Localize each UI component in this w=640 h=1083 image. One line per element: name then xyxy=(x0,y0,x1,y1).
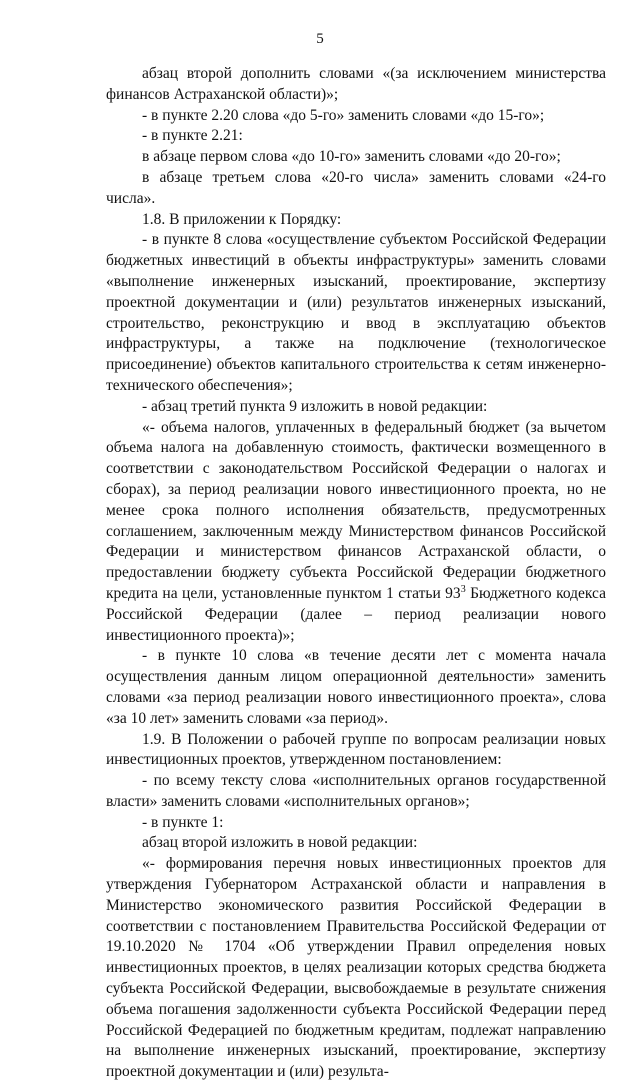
superscript: 3 xyxy=(460,583,466,595)
paragraph: «- формирования перечня новых инвестиционных проектов для утверждения Губернатором Астраханской области и направления в Министерство экономического развития Российской Федерации в соответствии с постановлением Правительства Российской Федерации от 19.10.2020 № 1704 «Об утверждении Правил определения новых инвестиционных проектов, в целях реализации которых средства бюджета субъекта Российской Федерации, высвобождаемые в результате снижения объема погашения задолженности субъекта Российской Федерации перед Российской Федерацией по бюджетным кредитам, подлежат направлению на выполнение инженерных изысканий, проектирование, экспертизу проектной документации и (или) результа- xyxy=(106,855,606,1081)
paragraph: - по всему тексту слова «исполнительных органов государственной власти» заменить словами «исполнительных органов»; xyxy=(106,772,606,810)
paragraph-with-superscript xyxy=(106,418,606,647)
paragraph: - в пункте 2.21: xyxy=(142,127,243,145)
paragraph: - в пункте 10 слова «в течение десяти лет с момента начала осуществления данным лицом операционной деятельности» заменить словами «за период реализации нового инвестиционного проекта», слова «за 10 лет» заменить словами «за период». xyxy=(106,647,606,727)
paragraph: - в пункте 8 слова «осуществление субъектом Российской Федерации бюджетных инвестиций в объекты инфраструктуры» заменить словами «выполнение инженерных изысканий, проектирование, экспертизу проектной документации и (или) результатов инженерных изысканий, строительство, реконструкцию и ввод в эксплуатацию объектов инфраструктуры, а также на подключение (технологическое присоединение) объектов капитального строительства к сетям инженерно-технического обеспечения»; xyxy=(106,231,606,394)
paragraph: - в пункте 2.20 слова «до 5-го» заменить словами «до 15-го»; xyxy=(142,106,545,124)
section-heading: 1.9. В Положении о рабочей группе по вопросам реализации новых инвестиционных проектов, утвержденном постановлением: xyxy=(106,730,606,769)
page-number: 5 xyxy=(316,31,324,47)
paragraph: абзац второй дополнить словами «(за исключением министерства финансов Астраханской области)»; xyxy=(106,65,606,103)
paragraph: - абзац третий пункта 9 изложить в новой редакции: xyxy=(142,397,488,415)
paragraph-text: Бюджетного кодекса Российской Федерации (далее – период реализации нового инвестиционного проекта)»; xyxy=(106,584,606,644)
paragraph: абзац второй изложить в новой редакции: xyxy=(142,834,418,852)
section-heading: 1.8. В приложении к Порядку: xyxy=(142,210,342,228)
paragraph: в абзаце первом слова «до 10-го» заменить словами «до 20-го»; xyxy=(142,148,561,166)
paragraph: - в пункте 1: xyxy=(142,813,224,831)
document-body xyxy=(106,64,606,1083)
paragraph: в абзаце третьем слова «20-го числа» заменить словами «24-го числа». xyxy=(106,168,606,207)
paragraph-text: «- объема налогов, уплаченных в федеральный бюджет (за вычетом объема налога на добавленную стоимость, фактически возмещенного в соответствии с законодательством Российской Федерации о налогах и сборах), за период реализации нового инвестиционного проекта, но не менее срока полного исполнения обязательств, предусмотренных соглашением, заключенным между Министерством финансов Российской Федерации и министерством финансов Астраханской области, о предоставлении бюджету субъекта Российской Федерации бюджетного кредита на цели, установленные пунктом 1 статьи 93 xyxy=(106,418,606,602)
